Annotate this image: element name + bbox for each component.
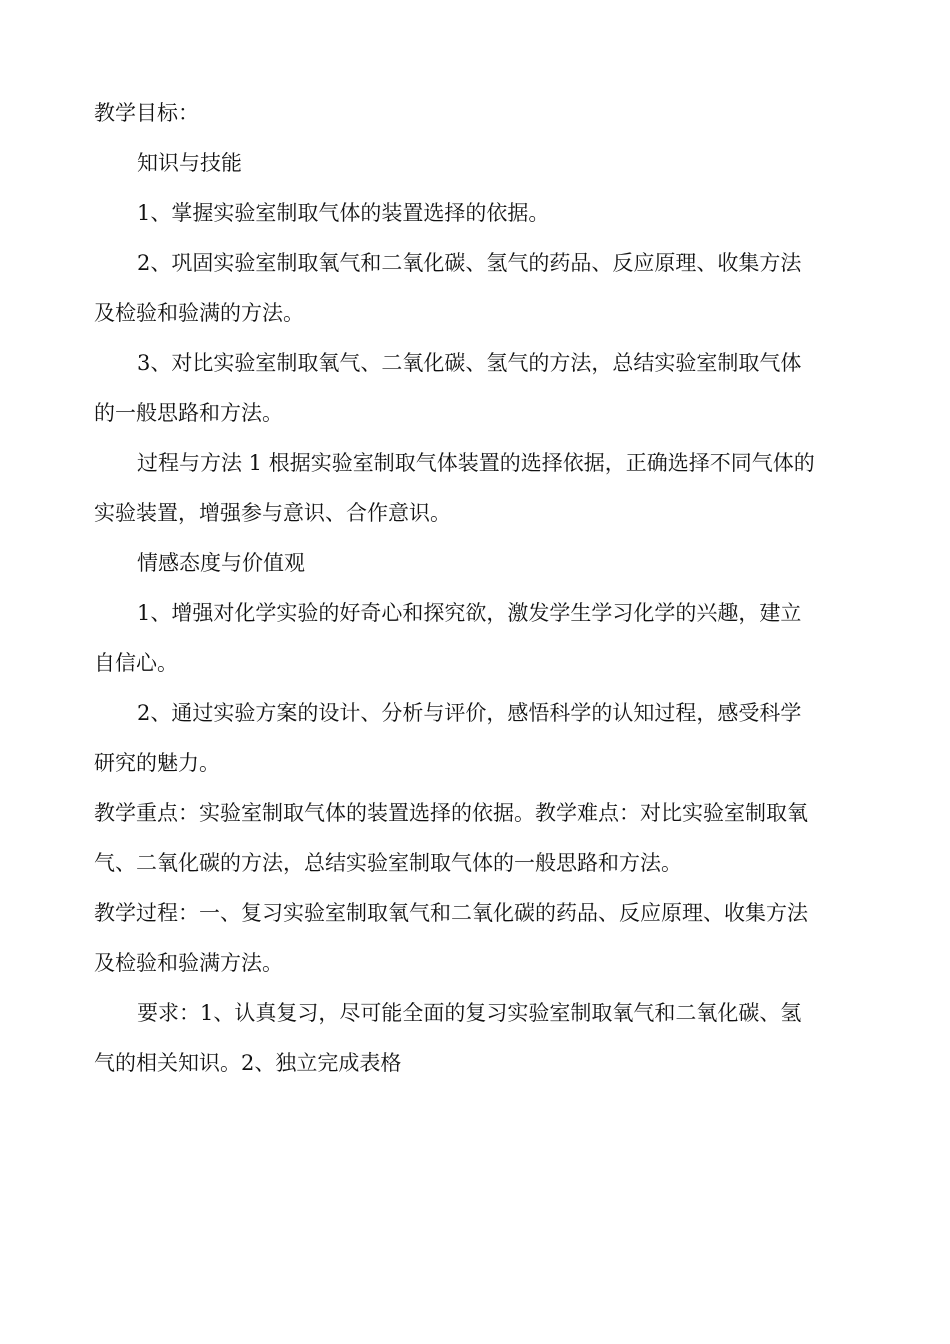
document-body — [94, 88, 854, 1088]
paragraph-line: 2、巩固实验室制取氧气和二氧化碳、氢气的药品、反应原理、收集方法 — [137, 251, 802, 275]
section-heading-teaching-goals: 教学目标： — [94, 101, 199, 125]
paragraph-line: 实验装置，增强参与意识、合作意识。 — [94, 501, 451, 525]
paragraph-line: 1、掌握实验室制取气体的装置选择的依据。 — [137, 201, 550, 225]
paragraph-line: 及检验和验满的方法。 — [94, 301, 304, 325]
teaching-process: 教学过程：一、复习实验室制取氧气和二氧化碳的药品、反应原理、收集方法 — [94, 901, 808, 925]
subheading-knowledge-skills: 知识与技能 — [137, 151, 242, 175]
paragraph-line: 的一般思路和方法。 — [94, 401, 283, 425]
paragraph-line: 及检验和验满方法。 — [94, 951, 283, 975]
paragraph-line: 1、增强对化学实验的好奇心和探究欲，激发学生学习化学的兴趣，建立 — [137, 601, 802, 625]
paragraph-line: 气的相关知识。2、独立完成表格 — [94, 1051, 402, 1075]
paragraph-line: 气、二氧化碳的方法，总结实验室制取气体的一般思路和方法。 — [94, 851, 682, 875]
paragraph-line: 过程与方法 1 根据实验室制取气体装置的选择依据，正确选择不同气体的 — [137, 451, 815, 475]
paragraph-line: 2、通过实验方案的设计、分析与评价，感悟科学的认知过程，感受科学 — [137, 701, 802, 725]
paragraph-line: 研究的魅力。 — [94, 751, 220, 775]
teaching-key-points: 教学重点：实验室制取气体的装置选择的依据。教学难点：对比实验室制取氧 — [94, 801, 808, 825]
subheading-attitude-values: 情感态度与价值观 — [137, 551, 305, 575]
requirements: 要求：1、认真复习，尽可能全面的复习实验室制取氧气和二氧化碳、氢 — [137, 1001, 802, 1025]
paragraph-line: 自信心。 — [94, 651, 178, 675]
paragraph-line: 3、对比实验室制取氧气、二氧化碳、氢气的方法，总结实验室制取气体 — [137, 351, 802, 375]
